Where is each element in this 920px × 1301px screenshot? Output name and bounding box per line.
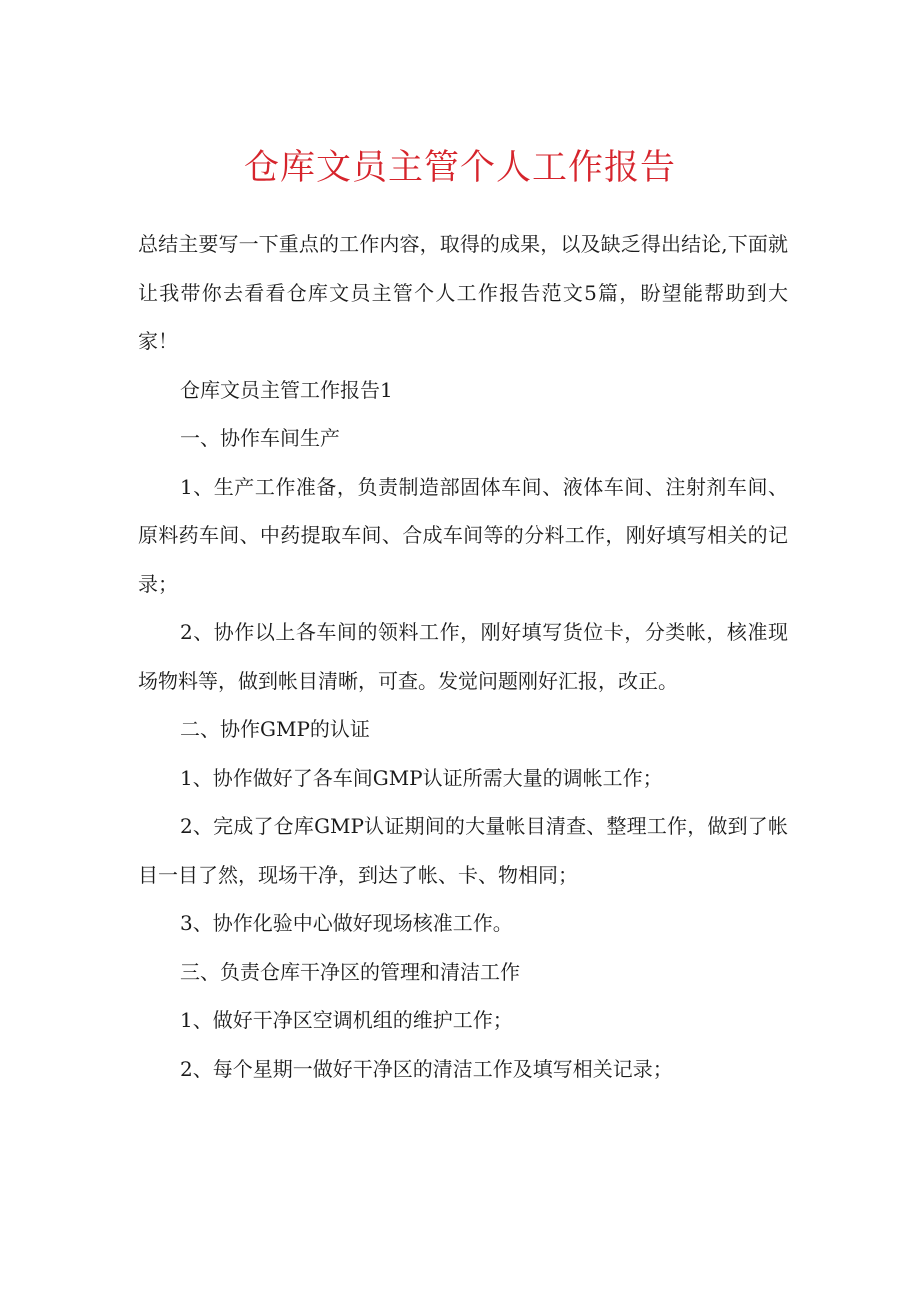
paragraph-item: 2、完成了仓库GMP认证期间的大量帐目清查、整理工作，做到了帐目一目了然，现场干净，到达了帐、卡、物相同； [138, 814, 788, 887]
section-heading-3: 三、负责仓库干净区的管理和清洁工作 [180, 959, 520, 984]
paragraph-item: 1、做好干净区空调机组的维护工作； [180, 1008, 513, 1032]
document-body [138, 220, 788, 1093]
section-heading-report-1: 仓库文员主管工作报告1 [180, 377, 393, 402]
section-heading-1: 一、协作车间生产 [180, 426, 340, 450]
paragraph-item: 1、协作做好了各车间GMP认证所需大量的调帐工作； [180, 765, 663, 790]
paragraph-item: 2、协作以上各车间的领料工作，刚好填写货位卡，分类帐，核准现场物料等，做到帐目清晰，可查。发觉问题刚好汇报，改正。 [138, 620, 788, 693]
paragraph-item: 3、协作化验中心做好现场核准工作。 [180, 911, 513, 935]
section-heading-2: 二、协作GMP的认证 [180, 717, 370, 741]
intro-paragraph: 总结主要写一下重点的工作内容，取得的成果，以及缺乏得出结论,下面就让我带你去看看仓库文员主管个人工作报告范文5篇，盼望能帮助到大家！ [138, 232, 788, 353]
paragraph-item: 1、生产工作准备，负责制造部固体车间、液体车间、注射剂车间、原料药车间、中药提取车间、合成车间等的分料工作，刚好填写相关的记录； [138, 474, 788, 596]
paragraph-item: 2、每个星期一做好干净区的清洁工作及填写相关记录； [180, 1056, 673, 1081]
document-title: 仓库文员主管个人工作报告 [243, 148, 676, 188]
